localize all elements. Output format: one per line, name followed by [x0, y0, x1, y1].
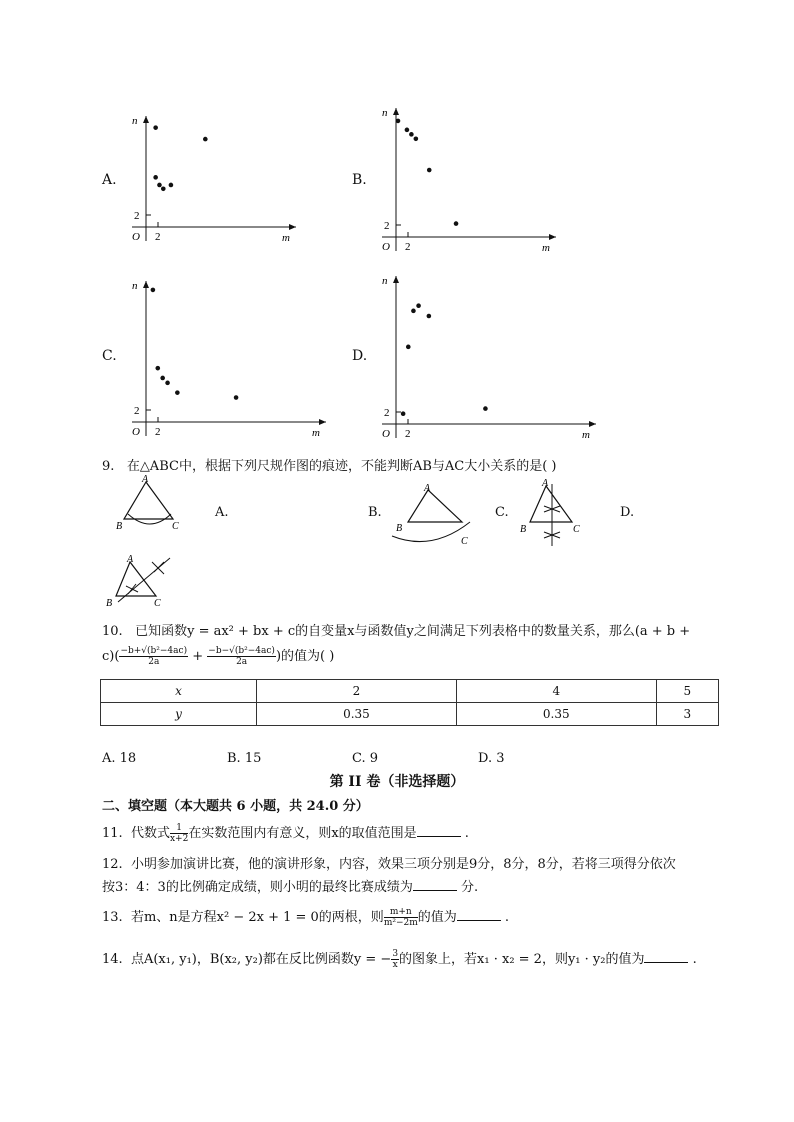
construction-figure-d — [104, 552, 184, 610]
q9-option-a[interactable]: A. — [215, 505, 229, 520]
y-axis-arrow — [393, 108, 399, 115]
vertex-a: A — [424, 483, 431, 494]
q10-choice-a[interactable]: A. 18 — [102, 751, 137, 766]
y-axis-arrow — [143, 281, 149, 288]
x-axis-arrow — [589, 421, 596, 427]
data-point — [411, 309, 416, 314]
x-tick-label: 2 — [405, 428, 411, 440]
values-table — [100, 679, 719, 726]
vertex-c: C — [172, 521, 179, 532]
data-point — [406, 345, 411, 350]
data-point — [416, 303, 421, 308]
vertex-b: B — [106, 598, 113, 609]
vertex-b: B — [116, 521, 123, 532]
option-c-label[interactable]: C. — [102, 348, 117, 364]
y-axis-label: n — [382, 107, 388, 119]
data-point — [203, 137, 208, 142]
answer-blank[interactable] — [413, 880, 457, 891]
vertex-b: B — [396, 523, 403, 534]
answer-blank[interactable] — [644, 952, 688, 963]
data-point — [153, 175, 158, 180]
fraction: $\frac{1}{x+2}$ — [169, 823, 189, 844]
x-tick-label: 2 — [155, 231, 161, 243]
x-axis-arrow — [549, 234, 556, 240]
fraction-root-2: $\frac{\text{−b−√(b²−4ac)}}{2a}$ — [208, 646, 275, 667]
data-point — [157, 183, 162, 188]
y-axis-arrow — [143, 116, 149, 123]
y-axis-label: n — [132, 115, 138, 127]
vertex-a: A — [142, 474, 149, 485]
x-axis-label: m — [312, 427, 320, 439]
construction-figure-b — [388, 480, 488, 548]
fraction: $\frac{m+n}{\text{m²−2m}}$ — [383, 907, 418, 928]
option-a-label[interactable]: A. — [102, 172, 117, 188]
x-axis-arrow — [289, 224, 296, 230]
question-11: 11. 代数式 $\frac{1}{x+2}$ 在实数范围内有意义，则x的取值范围是 . — [102, 823, 469, 844]
construction-figure-c — [516, 476, 586, 548]
option-b-label[interactable]: B. — [352, 172, 367, 188]
construction-figure-a — [116, 474, 196, 532]
y-tick-label: 2 — [384, 407, 390, 419]
data-point — [427, 168, 432, 173]
question-12-line-1: 12. 小明参加演讲比赛，他的演讲形象，内容，效果三项分别是9分，8分，8分，若将三项得分依次 — [102, 857, 676, 872]
fraction-root-1: $\frac{\text{−b+√(b²−4ac)}}{2a}$ — [120, 646, 188, 667]
vertex-b: B — [520, 524, 527, 535]
question-9 — [102, 455, 557, 474]
section-heading: 二、填空题（本大题共 6 小题，共 24.0 分） — [102, 799, 369, 814]
question-10-text: 已知函数y = ax² + bx + c的自变量x与函数值y之间满足下列表格中的数量关系，那么(a + b + — [135, 624, 691, 639]
y-tick-label: 2 — [384, 220, 390, 232]
y-axis-label: n — [382, 275, 388, 287]
answer-blank[interactable] — [417, 826, 461, 837]
y-axis-label: n — [132, 280, 138, 292]
data-point — [161, 186, 166, 191]
data-point — [409, 132, 414, 137]
x-axis-label: m — [582, 429, 590, 441]
data-point — [454, 221, 459, 226]
data-point — [405, 128, 410, 133]
answer-blank[interactable] — [457, 910, 501, 921]
vertex-c: C — [573, 524, 580, 535]
origin-label: O — [132, 426, 140, 438]
data-point — [153, 125, 158, 130]
table-row: x 2 4 5 — [101, 680, 719, 703]
data-point — [175, 390, 180, 395]
origin-label: O — [132, 231, 140, 243]
y-tick-label: 2 — [134, 405, 140, 417]
option-d-label[interactable]: D. — [352, 348, 368, 364]
question-9-text: 在△ABC中，根据下列尺规作图的痕迹，不能判断AB与AC大小关系的是( ) — [126, 459, 557, 474]
data-point — [234, 395, 239, 400]
question-14: 14. 点A(x₁, y₁)，B(x₂, y₂)都在反比例函数y = − $\frac{3}{x}$ 的图象上，若x₁ · x₂ = 2，则y₁ · y₂的值为 . — [102, 949, 697, 970]
data-point — [414, 136, 419, 141]
data-point — [483, 406, 488, 411]
x-axis-label: m — [542, 242, 550, 254]
q10-choice-b[interactable]: B. 15 — [227, 751, 262, 766]
x-axis-label: m — [282, 232, 290, 244]
q10-choice-c[interactable]: C. 9 — [352, 751, 379, 766]
data-point — [165, 381, 170, 386]
question-10-line-1 — [102, 620, 690, 639]
scatter-plot-c — [120, 277, 330, 442]
q9-option-c[interactable]: C. — [495, 505, 509, 520]
scatter-plot-d — [370, 272, 600, 444]
vertex-c: C — [154, 598, 161, 609]
data-point — [151, 288, 156, 293]
q10-choice-d[interactable]: D. 3 — [478, 751, 505, 766]
y-axis-arrow — [393, 276, 399, 283]
scatter-plot-b — [370, 104, 560, 257]
question-9-number: 9. — [102, 459, 115, 474]
origin-label: O — [382, 428, 390, 440]
vertex-a: A — [127, 554, 134, 565]
data-point — [160, 376, 165, 381]
vertex-c: C — [461, 536, 468, 547]
q9-option-d[interactable]: D. — [620, 505, 635, 520]
y-tick-label: 2 — [134, 210, 140, 222]
vertex-a: A — [542, 478, 549, 489]
data-point — [396, 119, 401, 124]
part-2-heading: 第 II 卷（非选择题） — [329, 774, 465, 790]
question-12-line-2: 按3：4：3的比例确定成绩，则小明的最终比赛成绩为 分. — [102, 880, 479, 895]
data-point — [169, 183, 174, 188]
question-10-line-2: c)( $\frac{\text{−b+√(b²−4ac)}}{2a}$ + $\frac{\text{−b−√(b²−4ac)}}{2a}$ )的值为( ) — [102, 646, 335, 667]
data-point — [401, 411, 406, 416]
x-tick-label: 2 — [155, 426, 161, 438]
x-tick-label: 2 — [405, 241, 411, 253]
scatter-plot-a — [120, 112, 300, 247]
question-13: 13. 若m、n是方程x² − 2x + 1 = 0的两根，则 $\frac{m+n}{\text{m²−2m}}$ 的值为 . — [102, 907, 510, 928]
origin-label: O — [382, 241, 390, 253]
x-axis-arrow — [319, 419, 326, 425]
fraction: $\frac{3}{x}$ — [392, 949, 399, 970]
question-10-number: 10. — [102, 624, 123, 639]
table-row: y 0.35 0.35 3 — [101, 703, 719, 726]
data-point — [155, 366, 160, 371]
data-point — [427, 314, 432, 319]
q9-option-b[interactable]: B. — [368, 505, 382, 520]
